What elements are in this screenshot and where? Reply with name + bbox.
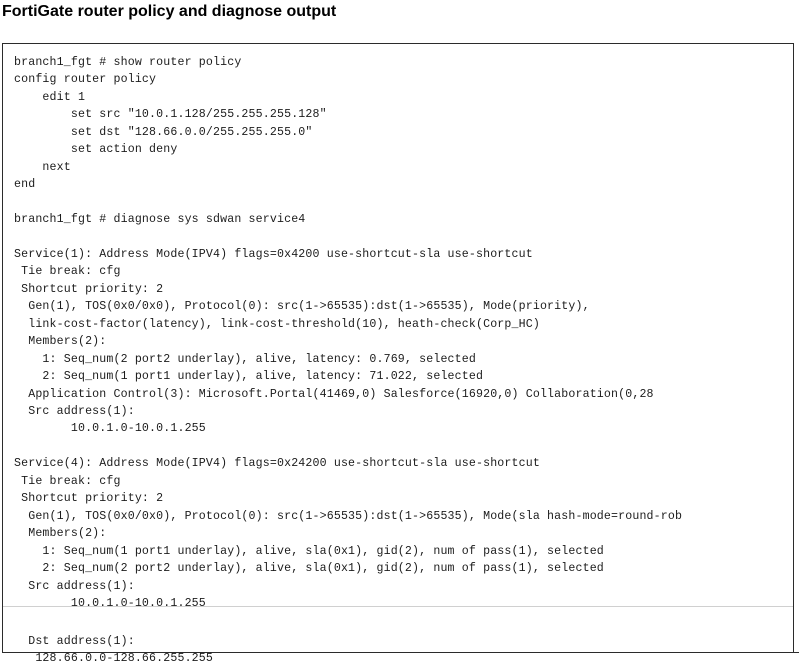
terminal-line: Members(2): bbox=[14, 527, 107, 541]
terminal-line: Service(4): Address Mode(IPV4) flags=0x24200 use-shortcut-sla use-shortcut bbox=[14, 457, 540, 471]
terminal-line: 1: Seq_num(2 port2 underlay), alive, latency: 0.769, selected bbox=[14, 352, 476, 366]
terminal-line: Src address(1): bbox=[14, 579, 135, 593]
terminal-line: 2: Seq_num(2 port2 underlay), alive, sla(0x1), gid(2), num of pass(1), selected bbox=[14, 562, 604, 575]
terminal-line: Src address(1): bbox=[14, 405, 135, 418]
terminal-line: set dst "128.66.0.0/255.255.255.0" bbox=[14, 125, 313, 139]
terminal-line: next bbox=[14, 160, 71, 174]
terminal-line: 10.0.1.0-10.0.1.255 bbox=[14, 596, 206, 610]
terminal-line: Tie break: cfg bbox=[14, 265, 121, 279]
terminal-line: Gen(1), TOS(0x0/0x0), Protocol(0): src(1->65535):dst(1->65535), Mode(sla hash-mode=round-rob bbox=[14, 509, 683, 523]
terminal-line: set action deny bbox=[14, 143, 178, 157]
terminal-line: 1: Seq_num(1 port1 underlay), alive, sla(0x1), gid(2), num of pass(1), selected bbox=[14, 544, 604, 558]
terminal-line: Service(1): Address Mode(IPV4) flags=0x4200 use-shortcut-sla use-shortcut bbox=[14, 247, 533, 261]
terminal-line: Application Control(3): Microsoft.Portal(41469,0) Salesforce(16920,0) Collaboration(0,28 bbox=[14, 387, 654, 401]
terminal-line: end bbox=[14, 178, 36, 192]
terminal-line: 10.0.1.0-10.0.1.255 bbox=[14, 422, 206, 436]
terminal-line: link-cost-factor(latency), link-cost-threshold(10), heath-check(Corp_HC) bbox=[14, 317, 540, 331]
terminal-line: Shortcut priority: 2 bbox=[14, 282, 164, 296]
terminal-line: branch1_fgt # show router policy bbox=[14, 56, 242, 69]
terminal-line: 2: Seq_num(1 port1 underlay), alive, latency: 71.022, selected bbox=[14, 370, 484, 384]
terminal-line: Members(2): bbox=[14, 335, 107, 349]
terminal-line: branch1_fgt # diagnose sys sdwan service4 bbox=[14, 213, 306, 226]
terminal-line: edit 1 bbox=[14, 90, 86, 104]
bottom-rule bbox=[2, 652, 799, 653]
terminal-line: config router policy bbox=[14, 73, 157, 87]
terminal-output bbox=[2, 43, 794, 666]
terminal-line: Shortcut priority: 2 bbox=[14, 492, 164, 506]
terminal-line: 128.66.0.0-128.66.255.255 bbox=[14, 652, 214, 666]
terminal-line: set src "10.0.1.128/255.255.255.128" bbox=[14, 108, 327, 122]
terminal-line: Tie break: cfg bbox=[14, 474, 121, 488]
terminal-line: Dst address(1): bbox=[14, 634, 135, 648]
page-title: FortiGate router policy and diagnose output bbox=[2, 3, 337, 20]
terminal-line: Gen(1), TOS(0x0/0x0), Protocol(0): src(1->65535):dst(1->65535), Mode(priority), bbox=[14, 300, 590, 314]
